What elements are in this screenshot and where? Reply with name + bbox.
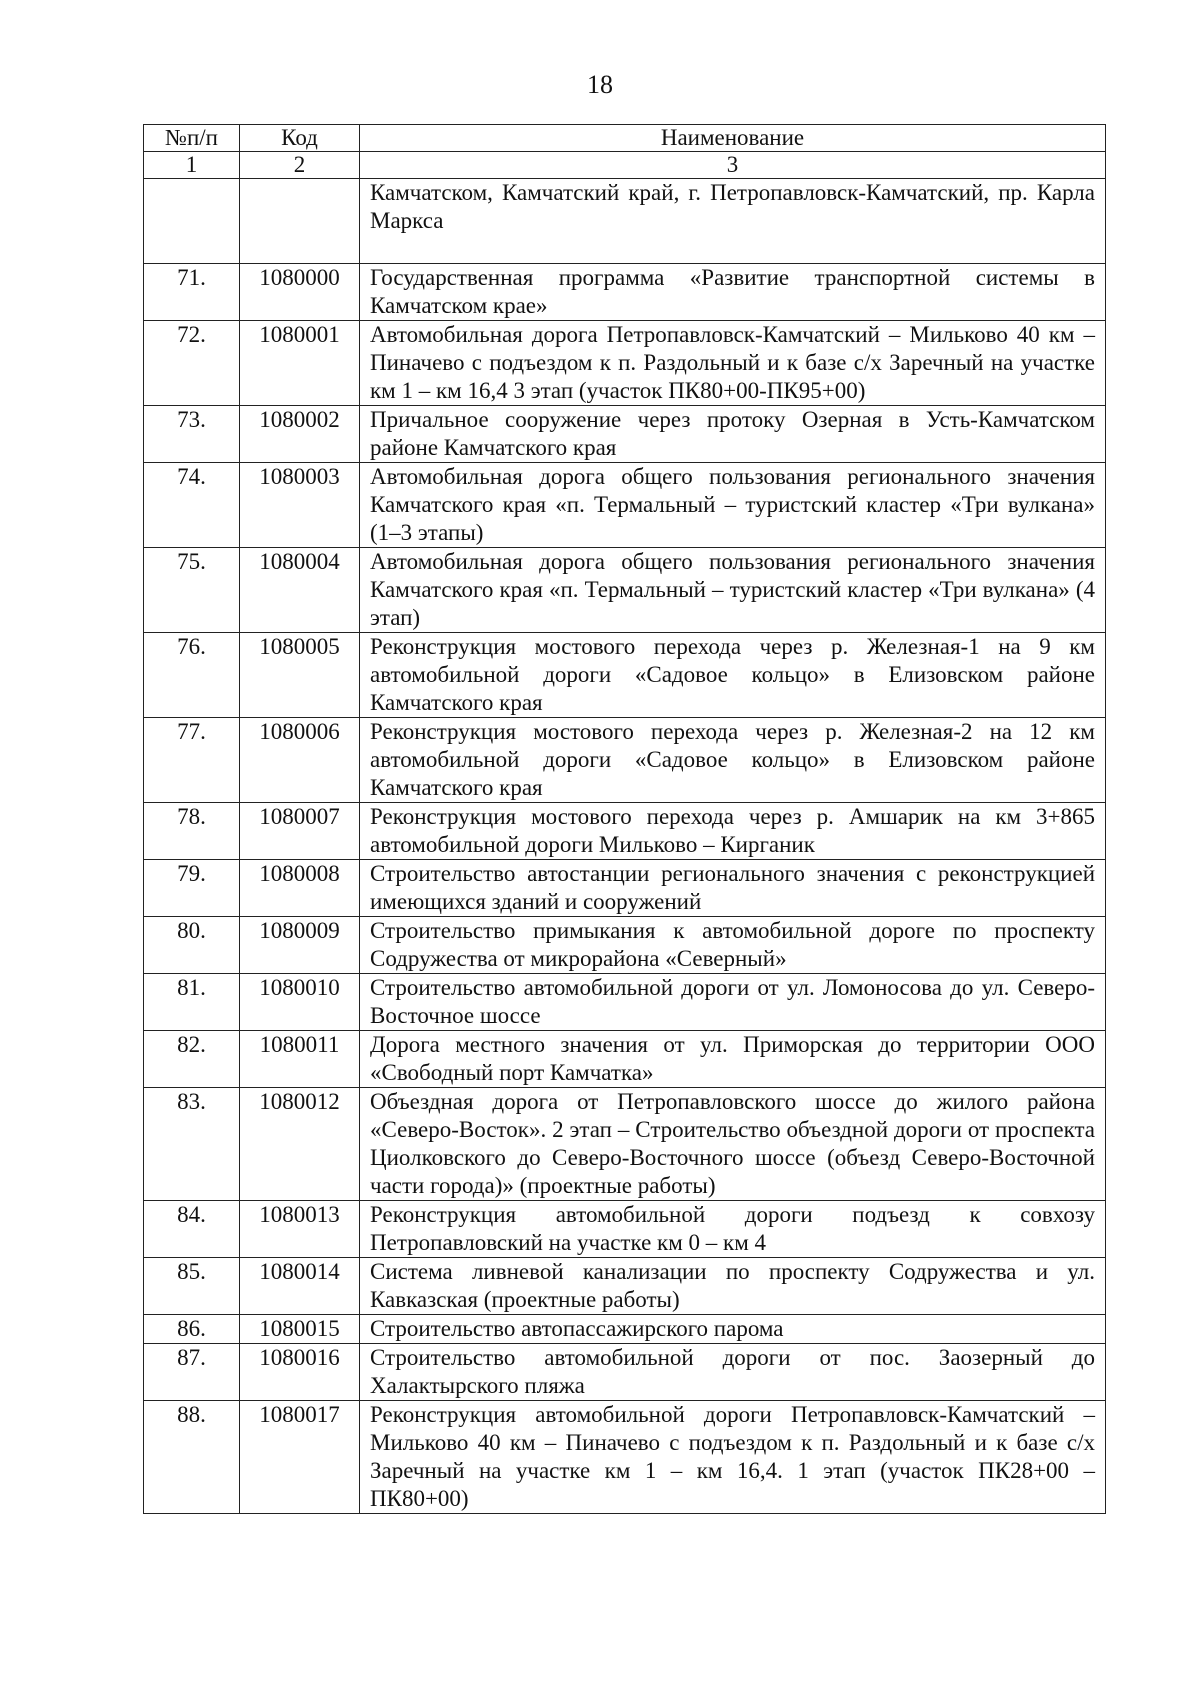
table-row	[144, 917, 1106, 974]
row-code-cell	[240, 179, 360, 264]
table-row	[144, 803, 1106, 860]
row-code-cell: 1080004	[240, 548, 360, 633]
table-row	[144, 718, 1106, 803]
row-code-cell: 1080015	[240, 1315, 360, 1344]
column-number-2: 2	[240, 152, 360, 179]
row-code-cell: 1080010	[240, 974, 360, 1031]
row-code-cell: 1080002	[240, 406, 360, 463]
row-number-cell: 72.	[144, 321, 240, 406]
row-name-cell: Строительство автостанции регионального значения с реконструкцией имеющихся зданий и сооружений	[360, 860, 1106, 917]
table-body	[144, 179, 1106, 1514]
row-name-cell: Реконструкция мостового перехода через р. Железная-1 на 9 км автомобильной дороги «Садовое кольцо» в Елизовском районе Камчатского края	[360, 633, 1106, 718]
table-row	[144, 974, 1106, 1031]
row-number-cell: 74.	[144, 463, 240, 548]
row-number-cell: 76.	[144, 633, 240, 718]
row-code-cell: 1080011	[240, 1031, 360, 1088]
row-name-cell: Дорога местного значения от ул. Приморская до территории ООО «Свободный порт Камчатка»	[360, 1031, 1106, 1088]
header-code: Код	[240, 125, 360, 152]
row-number-cell: 87.	[144, 1344, 240, 1401]
table-row	[144, 633, 1106, 718]
row-code-cell: 1080013	[240, 1201, 360, 1258]
row-code-cell: 1080005	[240, 633, 360, 718]
row-number-cell: 75.	[144, 548, 240, 633]
row-code-cell: 1080009	[240, 917, 360, 974]
row-number-cell: 86.	[144, 1315, 240, 1344]
table-row	[144, 1031, 1106, 1088]
row-code-cell: 1080012	[240, 1088, 360, 1201]
continuation-row	[144, 179, 1106, 264]
row-number-cell: 79.	[144, 860, 240, 917]
row-number-cell	[144, 179, 240, 264]
row-code-cell: 1080016	[240, 1344, 360, 1401]
row-number-cell: 88.	[144, 1401, 240, 1514]
row-name-cell: Система ливневой канализации по проспекту Содружества и ул. Кавказская (проектные работы)	[360, 1258, 1106, 1315]
row-name-cell: Реконструкция автомобильной дороги подъезд к совхозу Петропавловский на участке км 0 – км 4	[360, 1201, 1106, 1258]
row-name-cell: Государственная программа «Развитие транспортной системы в Камчатском крае»	[360, 264, 1106, 321]
table-row	[144, 406, 1106, 463]
table-row	[144, 860, 1106, 917]
row-code-cell: 1080008	[240, 860, 360, 917]
table-row	[144, 1088, 1106, 1201]
table-row	[144, 264, 1106, 321]
page-number: 18	[587, 70, 613, 99]
table-row	[144, 1344, 1106, 1401]
table-row	[144, 1315, 1106, 1344]
row-name-cell: Объездная дорога от Петропавловского шоссе до жилого района «Северо-Восток». 2 этап – Строительство объездной дороги от проспекта Циолковского до Северо-Восточного шоссе (объезд Северо-Восточной части города)» (проектные работы)	[360, 1088, 1106, 1201]
row-name-cell: Строительство примыкания к автомобильной дороге по проспекту Содружества от микрорайона «Северный»	[360, 917, 1106, 974]
row-name-cell: Реконструкция мостового перехода через р. Железная-2 на 12 км автомобильной дороги «Садовое кольцо» в Елизовском районе Камчатского края	[360, 718, 1106, 803]
row-name-cell: Автомобильная дорога общего пользования регионального значения Камчатского края «п. Термальный – туристский кластер «Три вулкана» (4 этап)	[360, 548, 1106, 633]
row-code-cell: 1080006	[240, 718, 360, 803]
row-code-cell: 1080017	[240, 1401, 360, 1514]
row-code-cell: 1080007	[240, 803, 360, 860]
row-number-cell: 73.	[144, 406, 240, 463]
row-name-cell: Автомобильная дорога общего пользования регионального значения Камчатского края «п. Термальный – туристский кластер «Три вулкана» (1–3 этапы)	[360, 463, 1106, 548]
row-number-cell: 84.	[144, 1201, 240, 1258]
table-row	[144, 1201, 1106, 1258]
row-code-cell: 1080000	[240, 264, 360, 321]
row-number-cell: 82.	[144, 1031, 240, 1088]
column-number-3: 3	[360, 152, 1106, 179]
row-name-cell: Реконструкция автомобильной дороги Петропавловск-Камчатский – Мильково 40 км – Пиначево с подъездом к п. Раздольный и к базе с/х Заречный на участке км 1 – км 16,4. 1 этап (участок ПК28+00 – ПК80+00)	[360, 1401, 1106, 1514]
row-name-cell: Строительство автомобильной дороги от пос. Заозерный до Халактырского пляжа	[360, 1344, 1106, 1401]
row-name-cell: Автомобильная дорога Петропавловск-Камчатский – Мильково 40 км – Пиначево с подъездом к п. Раздольный и к базе с/х Заречный на участке км 1 – км 16,4 3 этап (участок ПК80+00-ПК95+00)	[360, 321, 1106, 406]
header-row	[144, 125, 1106, 152]
row-name-cell: Камчатском, Камчатский край, г. Петропавловск-Камчатский, пр. Карла Маркса	[360, 179, 1106, 264]
row-name-cell: Строительство автомобильной дороги от ул. Ломоносова до ул. Северо-Восточное шоссе	[360, 974, 1106, 1031]
column-number-1: 1	[144, 152, 240, 179]
row-number-cell: 81.	[144, 974, 240, 1031]
registry-table	[143, 124, 1106, 1514]
table-row	[144, 463, 1106, 548]
header-number: №п/п	[144, 125, 240, 152]
row-number-cell: 83.	[144, 1088, 240, 1201]
table-row	[144, 548, 1106, 633]
header-name: Наименование	[360, 125, 1106, 152]
table-row	[144, 321, 1106, 406]
row-number-cell: 77.	[144, 718, 240, 803]
row-code-cell: 1080003	[240, 463, 360, 548]
table-row	[144, 1401, 1106, 1514]
column-numbers-row	[144, 152, 1106, 179]
row-number-cell: 78.	[144, 803, 240, 860]
table-header	[144, 125, 1106, 179]
row-number-cell: 80.	[144, 917, 240, 974]
row-name-cell: Реконструкция мостового перехода через р. Амшарик на км 3+865 автомобильной дороги Мильково – Кирганик	[360, 803, 1106, 860]
row-code-cell: 1080014	[240, 1258, 360, 1315]
row-name-cell: Причальное сооружение через протоку Озерная в Усть-Камчатском районе Камчатского края	[360, 406, 1106, 463]
row-number-cell: 85.	[144, 1258, 240, 1315]
table-row	[144, 1258, 1106, 1315]
row-name-cell: Строительство автопассажирского парома	[360, 1315, 1106, 1344]
row-code-cell: 1080001	[240, 321, 360, 406]
row-number-cell: 71.	[144, 264, 240, 321]
